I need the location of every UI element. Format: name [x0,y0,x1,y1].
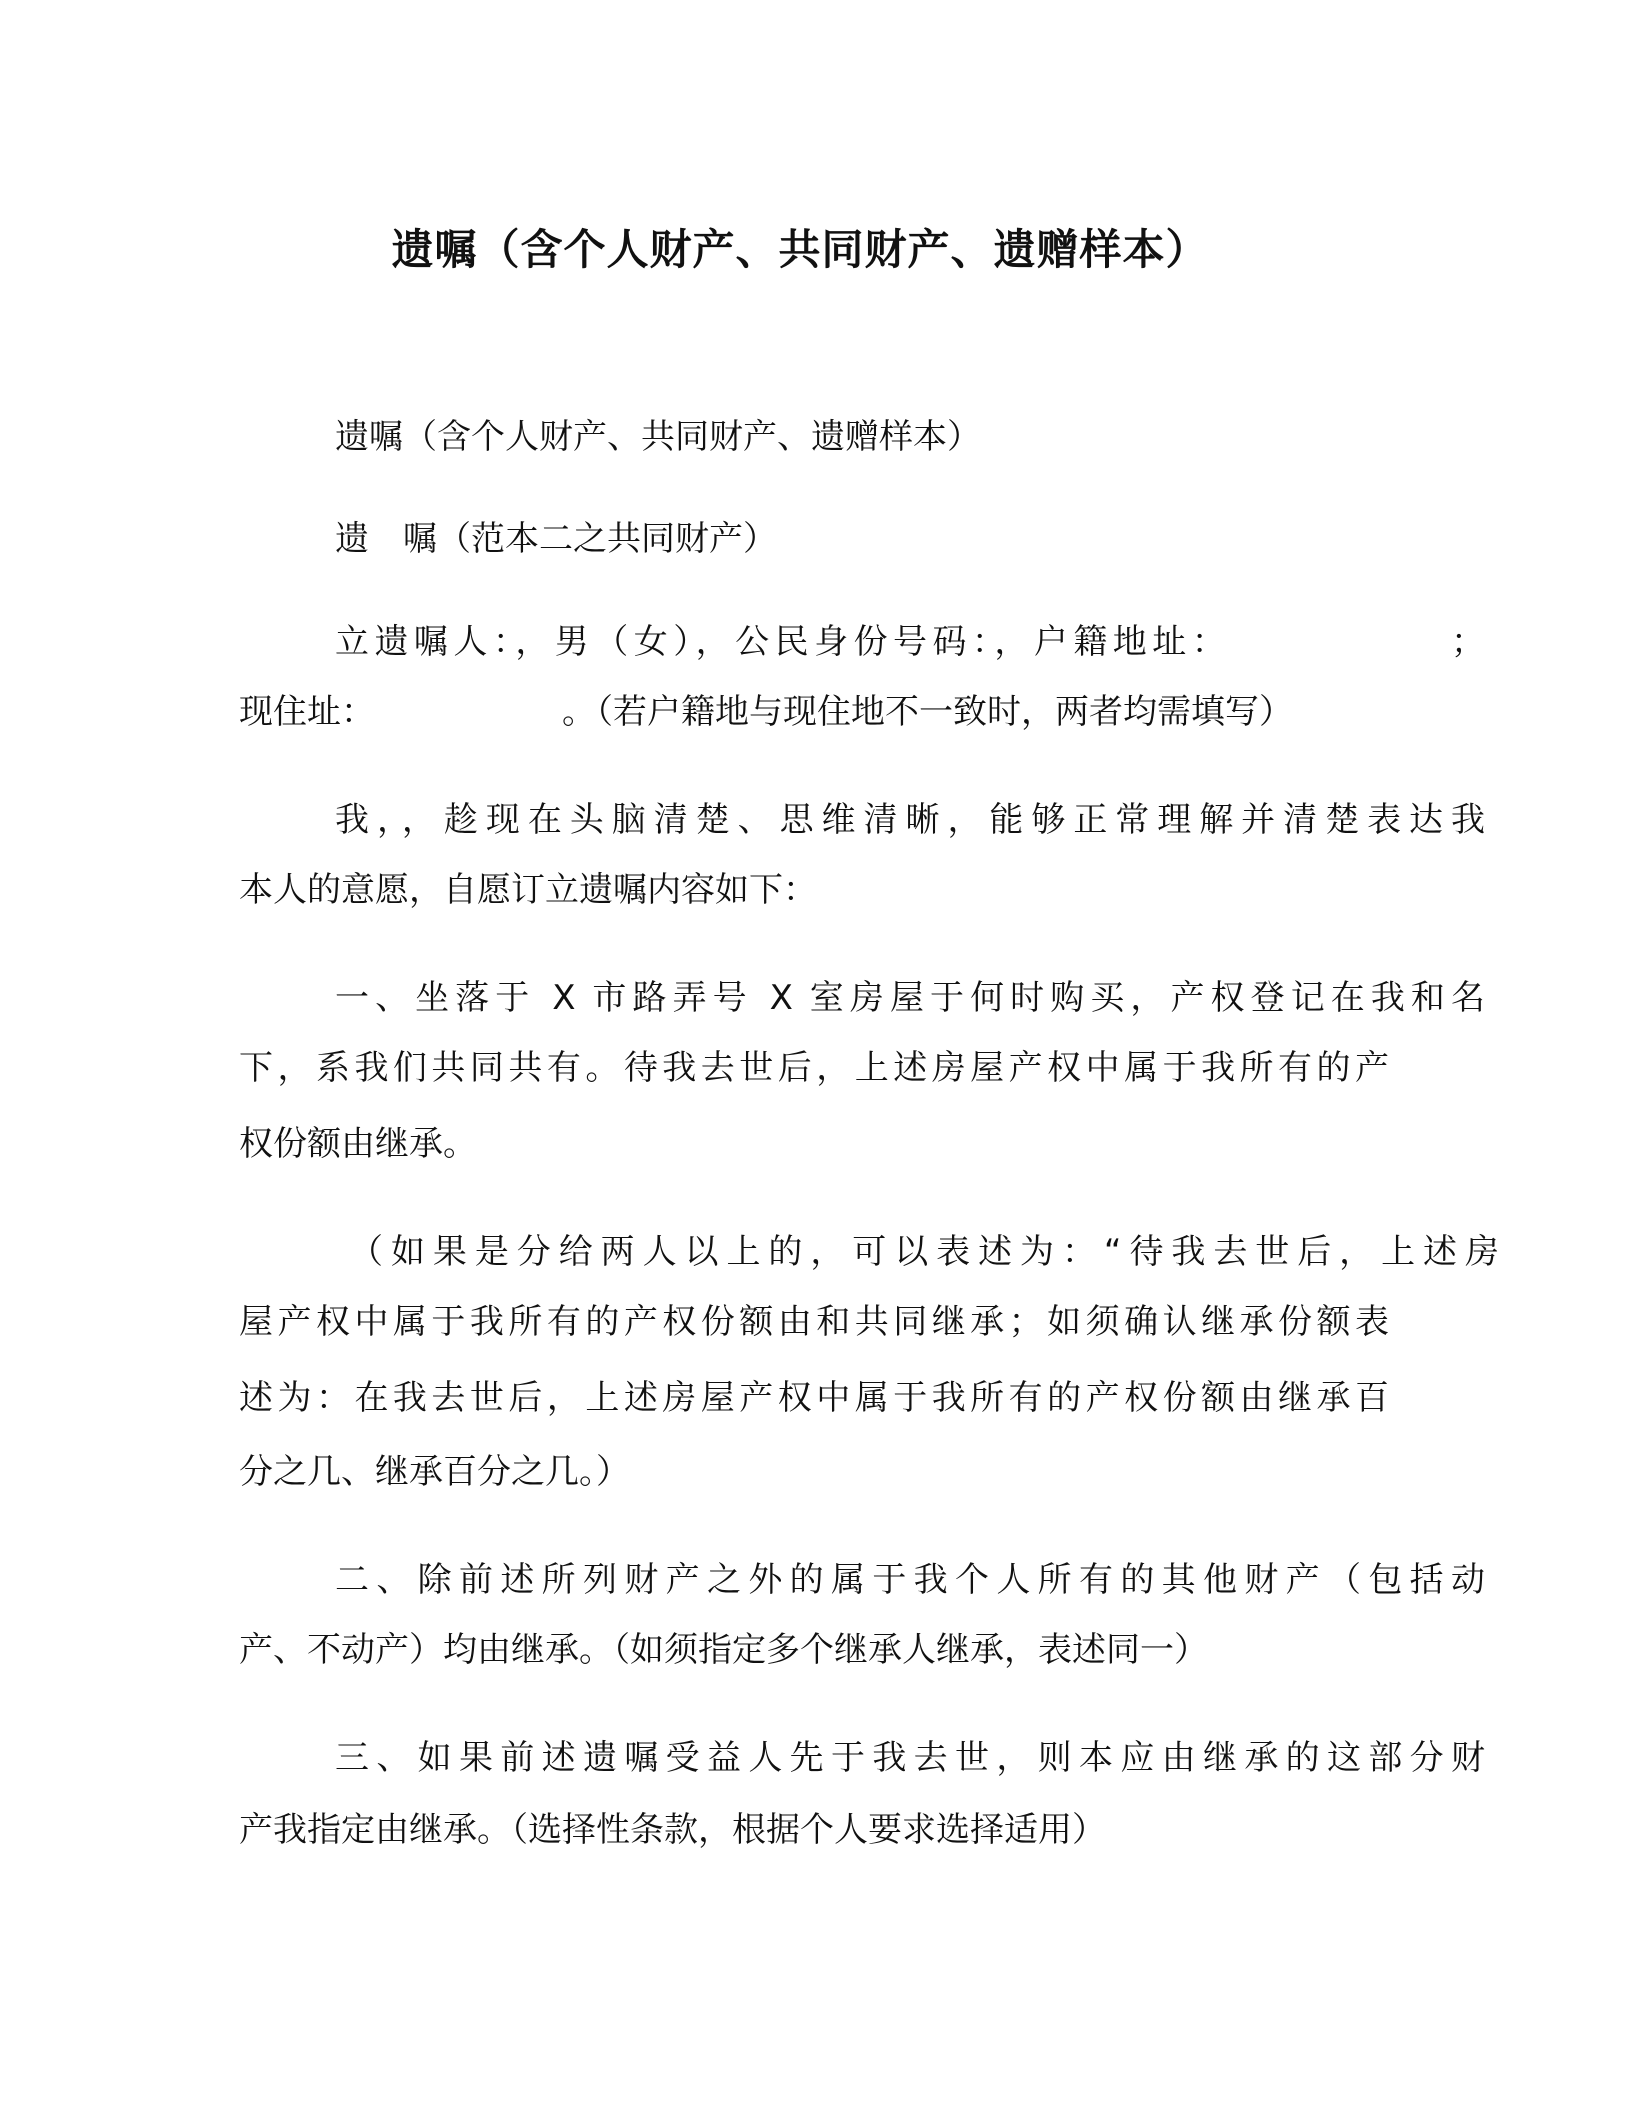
paragraph-line: 本人的意愿，自愿订立遗嘱内容如下： [239,870,817,910]
paragraph-line: 遗 嘱（范本二之共同财产） [335,519,777,559]
paragraph-intent-line1 [239,781,1485,860]
paragraph-line: 下，系我们共同共有。待我去世后，上述房屋产权中属于我所有的产 [239,1048,1389,1088]
paragraph-line: 现住址： 。（若户籍地与现住地不一致时，两者均需填写） [239,692,1293,732]
paragraph-heading-repeat [239,398,1485,477]
document-title: 遗嘱（含个人财产、共同财产、遗赠样本） [391,225,1209,274]
paragraph-intent-line2 [239,851,1389,930]
paragraph-line: 述为：在我去世后，上述房屋产权中属于我所有的产权份额由继承百 [239,1378,1389,1418]
paragraph-line: 产、不动产）均由继承。（如须指定多个继承人继承，表述同一） [239,1630,1208,1670]
paragraph-line: 屋产权中属于我所有的产权份额由和共同继承；如须确认继承份额表 [239,1302,1389,1342]
clause-note-line2 [239,1283,1389,1362]
paragraph-line: 产我指定由继承。（选择性条款，根据个人要求选择适用） [239,1810,1106,1850]
paragraph-line: 权份额由继承。 [239,1124,477,1164]
clause-note-line1 [239,1213,1499,1292]
paragraph-line: 遗嘱（含个人财产、共同财产、遗赠样本） [335,417,981,457]
clause-three-line2 [239,1791,1389,1870]
clause-note-line3 [239,1359,1389,1438]
paragraph-subtitle [239,500,1485,579]
paragraph-line: 一、坐落于 X 市路弄号 X 室房屋于何时购买，产权登记在我和名 [335,978,1485,1018]
clause-note-line4 [239,1433,1389,1512]
paragraph-testator-info-line1 [239,603,1485,682]
paragraph-line: 三、如果前述遗嘱受益人先于我去世，则本应由继承的这部分财 [335,1738,1485,1778]
paragraph-line: 二、除前述所列财产之外的属于我个人所有的其他财产（包括动 [335,1560,1485,1600]
clause-one-line3 [239,1105,1389,1184]
clause-one-line1 [239,959,1485,1038]
clause-two-line1 [239,1541,1485,1620]
clause-three-line1 [239,1719,1485,1798]
paragraph-line: 我，，趁现在头脑清楚、思维清晰，能够正常理解并清楚表达我 [335,800,1485,840]
paragraph-testator-info-line2 [239,673,1389,752]
paragraph-line: （如果是分给两人以上的，可以表述为：“待我去世后，上述房 [349,1232,1499,1272]
paragraph-line: 立遗嘱人：，男（女），公民身份号码：，户籍地址： ； [335,622,1485,662]
clause-two-line2 [239,1611,1389,1690]
clause-one-line2 [239,1029,1389,1108]
paragraph-line: 分之几、继承百分之几。） [239,1452,630,1492]
